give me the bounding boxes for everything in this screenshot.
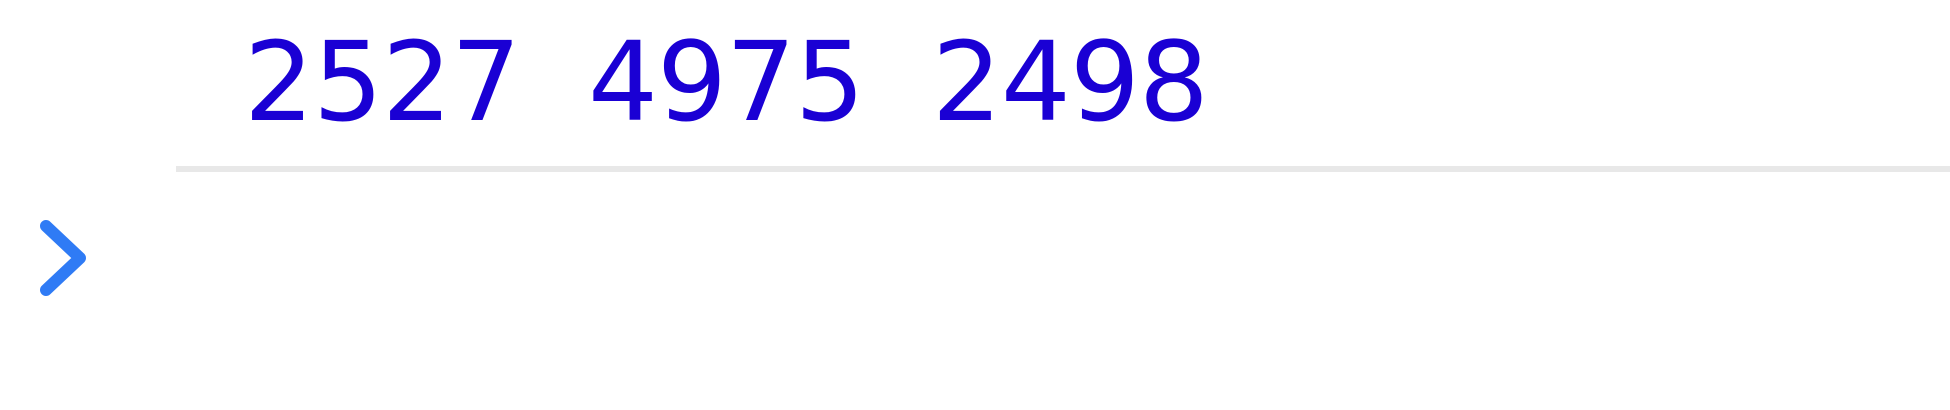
console-divider: [176, 166, 1950, 172]
output-value-2: 4975: [587, 18, 864, 146]
console-input[interactable]: [120, 210, 1904, 302]
console-prompt[interactable]: [0, 180, 1950, 330]
output-value-3: 2498: [931, 18, 1208, 146]
console-output-line: [244, 18, 1208, 146]
chevron-right-icon: [36, 218, 96, 298]
output-value-1: 2527: [244, 18, 520, 146]
